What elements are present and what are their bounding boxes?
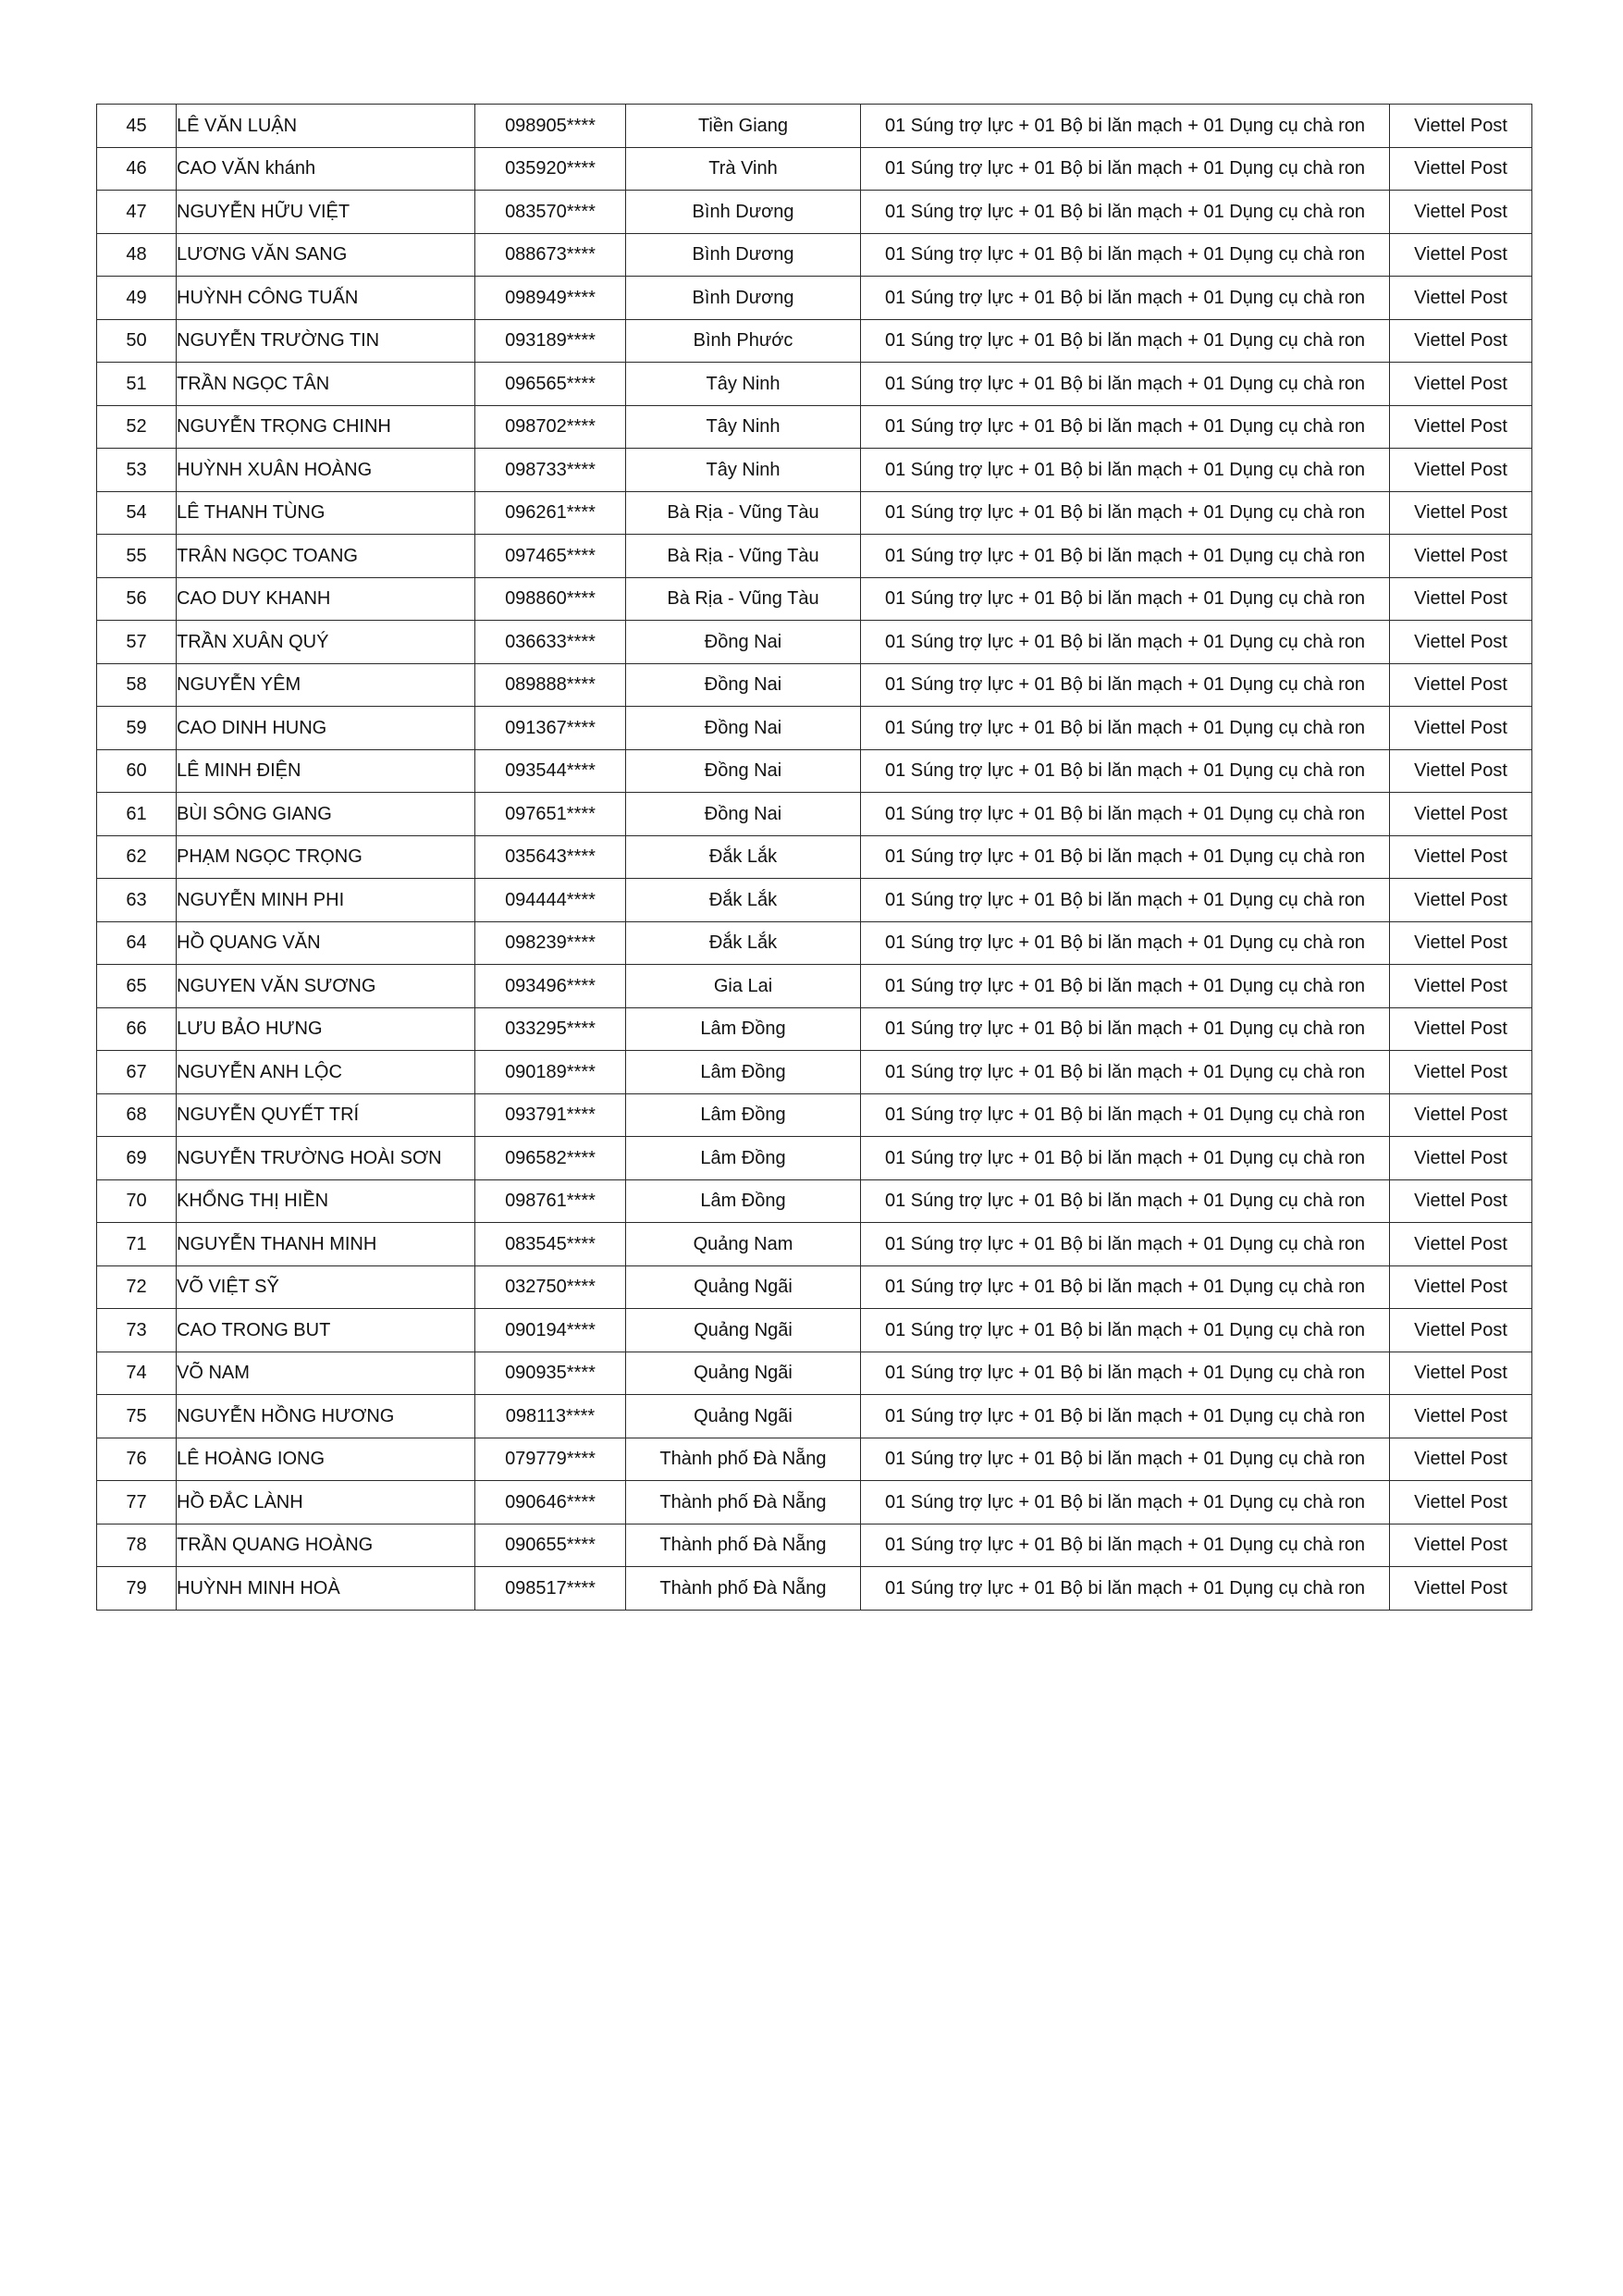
province-cell: Quảng Ngãi (626, 1352, 861, 1395)
row-number-cell: 57 (97, 621, 177, 664)
shipping-carrier-cell: Viettel Post (1390, 1395, 1532, 1438)
row-number-cell: 75 (97, 1395, 177, 1438)
table-row (97, 363, 1532, 406)
recipient-name-cell: CAO DINH HUNG (177, 707, 475, 750)
prize-items-cell: 01 Súng trợ lực + 01 Bộ bi lăn mạch + 01 Dụng cụ chà ron (861, 1395, 1390, 1438)
row-number-cell: 51 (97, 363, 177, 406)
row-number-cell: 69 (97, 1137, 177, 1180)
province-cell: Đồng Nai (626, 793, 861, 836)
recipient-name-cell: NGUYỄN TRƯỜNG HOÀI SƠN (177, 1137, 475, 1180)
recipient-name-cell: VÕ VIỆT SỸ (177, 1265, 475, 1309)
recipient-name-cell: CAO DUY KHANH (177, 577, 475, 621)
province-cell: Lâm Đồng (626, 1051, 861, 1094)
table-row (97, 1137, 1532, 1180)
phone-number-cell: 094444**** (475, 879, 626, 922)
row-number-cell: 54 (97, 491, 177, 535)
prize-items-cell: 01 Súng trợ lực + 01 Bộ bi lăn mạch + 01 Dụng cụ chà ron (861, 1137, 1390, 1180)
province-cell: Đồng Nai (626, 621, 861, 664)
shipping-carrier-cell: Viettel Post (1390, 1007, 1532, 1051)
table-row (97, 1093, 1532, 1137)
prize-items-cell: 01 Súng trợ lực + 01 Bộ bi lăn mạch + 01 Dụng cụ chà ron (861, 965, 1390, 1008)
shipping-carrier-cell: Viettel Post (1390, 1438, 1532, 1481)
table-row (97, 1438, 1532, 1481)
recipient-name-cell: NGUYỄN TRỌNG CHINH (177, 405, 475, 449)
province-cell: Quảng Ngãi (626, 1265, 861, 1309)
shipping-carrier-cell: Viettel Post (1390, 1265, 1532, 1309)
prize-items-cell: 01 Súng trợ lực + 01 Bộ bi lăn mạch + 01 Dụng cụ chà ron (861, 319, 1390, 363)
recipient-name-cell: NGUYEN VĂN SƯƠNG (177, 965, 475, 1008)
shipping-carrier-cell: Viettel Post (1390, 535, 1532, 578)
phone-number-cell: 093544**** (475, 749, 626, 793)
shipping-carrier-cell: Viettel Post (1390, 105, 1532, 148)
shipping-carrier-cell: Viettel Post (1390, 1223, 1532, 1266)
table-row (97, 621, 1532, 664)
recipient-name-cell: LƯƠNG VĂN SANG (177, 233, 475, 277)
shipping-carrier-cell: Viettel Post (1390, 147, 1532, 191)
phone-number-cell: 098702**** (475, 405, 626, 449)
recipient-name-cell: BÙI SÔNG GIANG (177, 793, 475, 836)
province-cell: Tiền Giang (626, 105, 861, 148)
row-number-cell: 72 (97, 1265, 177, 1309)
table-row (97, 879, 1532, 922)
table-row (97, 147, 1532, 191)
row-number-cell: 55 (97, 535, 177, 578)
shipping-carrier-cell: Viettel Post (1390, 921, 1532, 965)
recipient-name-cell: TRÂN NGỌC TOANG (177, 535, 475, 578)
shipping-carrier-cell: Viettel Post (1390, 449, 1532, 492)
province-cell: Lâm Đồng (626, 1137, 861, 1180)
table-row (97, 965, 1532, 1008)
province-cell: Tây Ninh (626, 405, 861, 449)
province-cell: Đắk Lắk (626, 879, 861, 922)
phone-number-cell: 096565**** (475, 363, 626, 406)
phone-number-cell: 098905**** (475, 105, 626, 148)
phone-number-cell: 096261**** (475, 491, 626, 535)
prize-items-cell: 01 Súng trợ lực + 01 Bộ bi lăn mạch + 01 Dụng cụ chà ron (861, 1309, 1390, 1352)
shipping-carrier-cell: Viettel Post (1390, 1309, 1532, 1352)
province-cell: Trà Vinh (626, 147, 861, 191)
table-row (97, 1567, 1532, 1611)
province-cell: Lâm Đồng (626, 1093, 861, 1137)
recipient-name-cell: VÕ NAM (177, 1352, 475, 1395)
table-row (97, 1051, 1532, 1094)
phone-number-cell: 098517**** (475, 1567, 626, 1611)
prize-items-cell: 01 Súng trợ lực + 01 Bộ bi lăn mạch + 01 Dụng cụ chà ron (861, 449, 1390, 492)
recipient-name-cell: PHẠM NGỌC TRỌNG (177, 835, 475, 879)
recipient-name-cell: LÊ HOÀNG IONG (177, 1438, 475, 1481)
row-number-cell: 70 (97, 1179, 177, 1223)
province-cell: Tây Ninh (626, 449, 861, 492)
prize-items-cell: 01 Súng trợ lực + 01 Bộ bi lăn mạch + 01 Dụng cụ chà ron (861, 233, 1390, 277)
province-cell: Bình Dương (626, 191, 861, 234)
prize-items-cell: 01 Súng trợ lực + 01 Bộ bi lăn mạch + 01 Dụng cụ chà ron (861, 793, 1390, 836)
recipient-name-cell: LƯU BẢO HƯNG (177, 1007, 475, 1051)
table-row (97, 1265, 1532, 1309)
row-number-cell: 66 (97, 1007, 177, 1051)
row-number-cell: 62 (97, 835, 177, 879)
province-cell: Gia Lai (626, 965, 861, 1008)
shipping-carrier-cell: Viettel Post (1390, 835, 1532, 879)
prize-items-cell: 01 Súng trợ lực + 01 Bộ bi lăn mạch + 01 Dụng cụ chà ron (861, 835, 1390, 879)
shipping-carrier-cell: Viettel Post (1390, 363, 1532, 406)
phone-number-cell: 035920**** (475, 147, 626, 191)
row-number-cell: 65 (97, 965, 177, 1008)
shipping-carrier-cell: Viettel Post (1390, 1481, 1532, 1524)
shipping-carrier-cell: Viettel Post (1390, 879, 1532, 922)
recipient-name-cell: NGUYỄN ANH LỘC (177, 1051, 475, 1094)
prize-items-cell: 01 Súng trợ lực + 01 Bộ bi lăn mạch + 01 Dụng cụ chà ron (861, 535, 1390, 578)
row-number-cell: 61 (97, 793, 177, 836)
phone-number-cell: 098239**** (475, 921, 626, 965)
phone-number-cell: 032750**** (475, 1265, 626, 1309)
row-number-cell: 73 (97, 1309, 177, 1352)
prize-items-cell: 01 Súng trợ lực + 01 Bộ bi lăn mạch + 01 Dụng cụ chà ron (861, 663, 1390, 707)
recipient-name-cell: LÊ VĂN LUẬN (177, 105, 475, 148)
phone-number-cell: 091367**** (475, 707, 626, 750)
phone-number-cell: 097465**** (475, 535, 626, 578)
table-row (97, 835, 1532, 879)
row-number-cell: 79 (97, 1567, 177, 1611)
table-row (97, 449, 1532, 492)
winners-table (96, 104, 1532, 1611)
province-cell: Bình Phước (626, 319, 861, 363)
prize-items-cell: 01 Súng trợ lực + 01 Bộ bi lăn mạch + 01 Dụng cụ chà ron (861, 1007, 1390, 1051)
phone-number-cell: 089888**** (475, 663, 626, 707)
table-body (97, 105, 1532, 1611)
recipient-name-cell: NGUYỄN YÊM (177, 663, 475, 707)
table-row (97, 277, 1532, 320)
shipping-carrier-cell: Viettel Post (1390, 577, 1532, 621)
province-cell: Quảng Nam (626, 1223, 861, 1266)
shipping-carrier-cell: Viettel Post (1390, 1137, 1532, 1180)
table-row (97, 1524, 1532, 1567)
province-cell: Đắk Lắk (626, 921, 861, 965)
row-number-cell: 60 (97, 749, 177, 793)
row-number-cell: 76 (97, 1438, 177, 1481)
phone-number-cell: 098113**** (475, 1395, 626, 1438)
prize-items-cell: 01 Súng trợ lực + 01 Bộ bi lăn mạch + 01 Dụng cụ chà ron (861, 105, 1390, 148)
prize-items-cell: 01 Súng trợ lực + 01 Bộ bi lăn mạch + 01 Dụng cụ chà ron (861, 1265, 1390, 1309)
phone-number-cell: 093496**** (475, 965, 626, 1008)
row-number-cell: 45 (97, 105, 177, 148)
prize-items-cell: 01 Súng trợ lực + 01 Bộ bi lăn mạch + 01 Dụng cụ chà ron (861, 879, 1390, 922)
province-cell: Đồng Nai (626, 707, 861, 750)
phone-number-cell: 097651**** (475, 793, 626, 836)
phone-number-cell: 098761**** (475, 1179, 626, 1223)
prize-items-cell: 01 Súng trợ lực + 01 Bộ bi lăn mạch + 01 Dụng cụ chà ron (861, 1481, 1390, 1524)
recipient-name-cell: HUỲNH CÔNG TUẤN (177, 277, 475, 320)
shipping-carrier-cell: Viettel Post (1390, 233, 1532, 277)
row-number-cell: 67 (97, 1051, 177, 1094)
shipping-carrier-cell: Viettel Post (1390, 621, 1532, 664)
province-cell: Lâm Đồng (626, 1007, 861, 1051)
table-row (97, 577, 1532, 621)
phone-number-cell: 036633**** (475, 621, 626, 664)
phone-number-cell: 088673**** (475, 233, 626, 277)
recipient-name-cell: CAO TRONG BUT (177, 1309, 475, 1352)
prize-items-cell: 01 Súng trợ lực + 01 Bộ bi lăn mạch + 01 Dụng cụ chà ron (861, 749, 1390, 793)
province-cell: Thành phố Đà Nẵng (626, 1481, 861, 1524)
phone-number-cell: 033295**** (475, 1007, 626, 1051)
shipping-carrier-cell: Viettel Post (1390, 793, 1532, 836)
phone-number-cell: 083545**** (475, 1223, 626, 1266)
shipping-carrier-cell: Viettel Post (1390, 319, 1532, 363)
prize-items-cell: 01 Súng trợ lực + 01 Bộ bi lăn mạch + 01 Dụng cụ chà ron (861, 707, 1390, 750)
prize-items-cell: 01 Súng trợ lực + 01 Bộ bi lăn mạch + 01 Dụng cụ chà ron (861, 405, 1390, 449)
province-cell: Đắk Lắk (626, 835, 861, 879)
phone-number-cell: 035643**** (475, 835, 626, 879)
recipient-name-cell: LÊ THANH TÙNG (177, 491, 475, 535)
province-cell: Bình Dương (626, 233, 861, 277)
recipient-name-cell: NGUYỄN MINH PHI (177, 879, 475, 922)
province-cell: Quảng Ngãi (626, 1395, 861, 1438)
table-row (97, 1007, 1532, 1051)
recipient-name-cell: LÊ MINH ĐIỆN (177, 749, 475, 793)
table-row (97, 663, 1532, 707)
row-number-cell: 50 (97, 319, 177, 363)
table-row (97, 1179, 1532, 1223)
shipping-carrier-cell: Viettel Post (1390, 191, 1532, 234)
phone-number-cell: 096582**** (475, 1137, 626, 1180)
table-row (97, 405, 1532, 449)
table-row (97, 233, 1532, 277)
prize-items-cell: 01 Súng trợ lực + 01 Bộ bi lăn mạch + 01 Dụng cụ chà ron (861, 277, 1390, 320)
recipient-name-cell: HUỲNH XUÂN HOÀNG (177, 449, 475, 492)
table-row (97, 1481, 1532, 1524)
recipient-name-cell: TRẦN NGỌC TÂN (177, 363, 475, 406)
table-row (97, 707, 1532, 750)
prize-items-cell: 01 Súng trợ lực + 01 Bộ bi lăn mạch + 01 Dụng cụ chà ron (861, 363, 1390, 406)
recipient-name-cell: NGUYỄN HỮU VIỆT (177, 191, 475, 234)
shipping-carrier-cell: Viettel Post (1390, 1524, 1532, 1567)
province-cell: Tây Ninh (626, 363, 861, 406)
prize-items-cell: 01 Súng trợ lực + 01 Bộ bi lăn mạch + 01 Dụng cụ chà ron (861, 1524, 1390, 1567)
recipient-name-cell: NGUYỄN TRƯỜNG TIN (177, 319, 475, 363)
row-number-cell: 46 (97, 147, 177, 191)
row-number-cell: 48 (97, 233, 177, 277)
province-cell: Đồng Nai (626, 749, 861, 793)
recipient-name-cell: TRẦN QUANG HOÀNG (177, 1524, 475, 1567)
phone-number-cell: 090646**** (475, 1481, 626, 1524)
phone-number-cell: 093791**** (475, 1093, 626, 1137)
row-number-cell: 77 (97, 1481, 177, 1524)
table-row (97, 749, 1532, 793)
row-number-cell: 47 (97, 191, 177, 234)
row-number-cell: 71 (97, 1223, 177, 1266)
shipping-carrier-cell: Viettel Post (1390, 1051, 1532, 1094)
prize-items-cell: 01 Súng trợ lực + 01 Bộ bi lăn mạch + 01 Dụng cụ chà ron (861, 191, 1390, 234)
table-row (97, 1352, 1532, 1395)
phone-number-cell: 098733**** (475, 449, 626, 492)
shipping-carrier-cell: Viettel Post (1390, 1352, 1532, 1395)
shipping-carrier-cell: Viettel Post (1390, 491, 1532, 535)
recipient-name-cell: TRẦN XUÂN QUÝ (177, 621, 475, 664)
row-number-cell: 56 (97, 577, 177, 621)
shipping-carrier-cell: Viettel Post (1390, 405, 1532, 449)
table-row (97, 535, 1532, 578)
phone-number-cell: 090655**** (475, 1524, 626, 1567)
phone-number-cell: 098860**** (475, 577, 626, 621)
recipient-name-cell: NGUYỄN QUYẾT TRÍ (177, 1093, 475, 1137)
table-row (97, 319, 1532, 363)
row-number-cell: 74 (97, 1352, 177, 1395)
province-cell: Thành phố Đà Nẵng (626, 1524, 861, 1567)
table-row (97, 491, 1532, 535)
recipient-name-cell: HỒ QUANG VĂN (177, 921, 475, 965)
province-cell: Bà Rịa - Vũng Tàu (626, 535, 861, 578)
row-number-cell: 53 (97, 449, 177, 492)
table-row (97, 105, 1532, 148)
prize-items-cell: 01 Súng trợ lực + 01 Bộ bi lăn mạch + 01 Dụng cụ chà ron (861, 577, 1390, 621)
phone-number-cell: 090935**** (475, 1352, 626, 1395)
row-number-cell: 58 (97, 663, 177, 707)
recipient-name-cell: HUỲNH MINH HOÀ (177, 1567, 475, 1611)
row-number-cell: 64 (97, 921, 177, 965)
province-cell: Quảng Ngãi (626, 1309, 861, 1352)
recipient-name-cell: NGUYỄN THANH MINH (177, 1223, 475, 1266)
table-row (97, 191, 1532, 234)
prize-items-cell: 01 Súng trợ lực + 01 Bộ bi lăn mạch + 01 Dụng cụ chà ron (861, 1051, 1390, 1094)
prize-items-cell: 01 Súng trợ lực + 01 Bộ bi lăn mạch + 01 Dụng cụ chà ron (861, 147, 1390, 191)
province-cell: Thành phố Đà Nẵng (626, 1438, 861, 1481)
prize-items-cell: 01 Súng trợ lực + 01 Bộ bi lăn mạch + 01 Dụng cụ chà ron (861, 921, 1390, 965)
shipping-carrier-cell: Viettel Post (1390, 1179, 1532, 1223)
phone-number-cell: 083570**** (475, 191, 626, 234)
phone-number-cell: 090194**** (475, 1309, 626, 1352)
prize-items-cell: 01 Súng trợ lực + 01 Bộ bi lăn mạch + 01 Dụng cụ chà ron (861, 1438, 1390, 1481)
prize-items-cell: 01 Súng trợ lực + 01 Bộ bi lăn mạch + 01 Dụng cụ chà ron (861, 1352, 1390, 1395)
prize-items-cell: 01 Súng trợ lực + 01 Bộ bi lăn mạch + 01 Dụng cụ chà ron (861, 621, 1390, 664)
province-cell: Bà Rịa - Vũng Tàu (626, 577, 861, 621)
table-row (97, 1223, 1532, 1266)
prize-items-cell: 01 Súng trợ lực + 01 Bộ bi lăn mạch + 01 Dụng cụ chà ron (861, 1223, 1390, 1266)
row-number-cell: 68 (97, 1093, 177, 1137)
prize-items-cell: 01 Súng trợ lực + 01 Bộ bi lăn mạch + 01 Dụng cụ chà ron (861, 1093, 1390, 1137)
shipping-carrier-cell: Viettel Post (1390, 277, 1532, 320)
table-row (97, 793, 1532, 836)
province-cell: Thành phố Đà Nẵng (626, 1567, 861, 1611)
row-number-cell: 63 (97, 879, 177, 922)
row-number-cell: 49 (97, 277, 177, 320)
shipping-carrier-cell: Viettel Post (1390, 663, 1532, 707)
prize-items-cell: 01 Súng trợ lực + 01 Bộ bi lăn mạch + 01 Dụng cụ chà ron (861, 491, 1390, 535)
shipping-carrier-cell: Viettel Post (1390, 707, 1532, 750)
prize-items-cell: 01 Súng trợ lực + 01 Bộ bi lăn mạch + 01 Dụng cụ chà ron (861, 1567, 1390, 1611)
recipient-name-cell: NGUYỄN HỒNG HƯƠNG (177, 1395, 475, 1438)
shipping-carrier-cell: Viettel Post (1390, 1093, 1532, 1137)
province-cell: Đồng Nai (626, 663, 861, 707)
table-row (97, 1309, 1532, 1352)
phone-number-cell: 090189**** (475, 1051, 626, 1094)
province-cell: Bà Rịa - Vũng Tàu (626, 491, 861, 535)
recipient-name-cell: KHỔNG THỊ HIỀN (177, 1179, 475, 1223)
phone-number-cell: 093189**** (475, 319, 626, 363)
recipient-name-cell: CAO VĂN khánh (177, 147, 475, 191)
phone-number-cell: 098949**** (475, 277, 626, 320)
table-row (97, 1395, 1532, 1438)
row-number-cell: 52 (97, 405, 177, 449)
shipping-carrier-cell: Viettel Post (1390, 965, 1532, 1008)
shipping-carrier-cell: Viettel Post (1390, 1567, 1532, 1611)
row-number-cell: 78 (97, 1524, 177, 1567)
shipping-carrier-cell: Viettel Post (1390, 749, 1532, 793)
prize-items-cell: 01 Súng trợ lực + 01 Bộ bi lăn mạch + 01 Dụng cụ chà ron (861, 1179, 1390, 1223)
row-number-cell: 59 (97, 707, 177, 750)
table-row (97, 921, 1532, 965)
phone-number-cell: 079779**** (475, 1438, 626, 1481)
province-cell: Bình Dương (626, 277, 861, 320)
province-cell: Lâm Đồng (626, 1179, 861, 1223)
recipient-name-cell: HỒ ĐẮC LÀNH (177, 1481, 475, 1524)
